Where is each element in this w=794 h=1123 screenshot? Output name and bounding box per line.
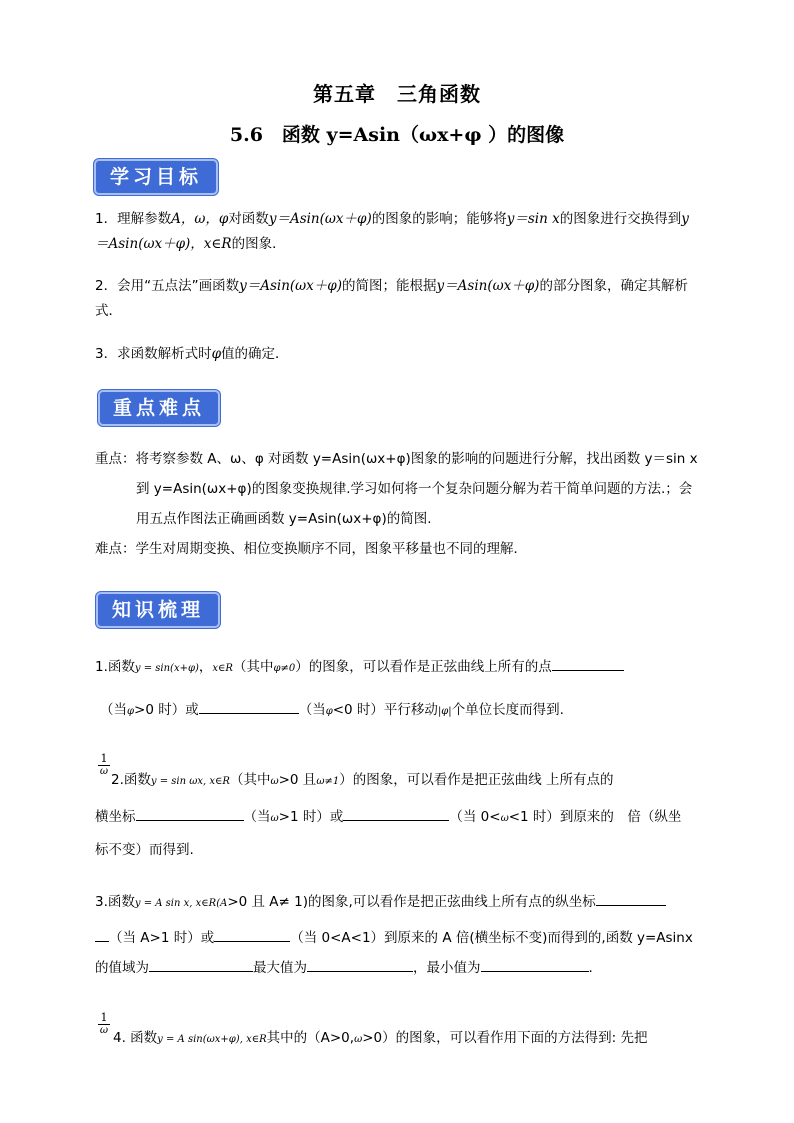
objective-1-text-b: 对函数 (228, 211, 269, 227)
k2-fraction (98, 752, 110, 777)
k2-line2-b: （当 (243, 809, 271, 825)
k3-text-b: >0 且 A≠ 1)的图象,可以看作是把正弦曲线上所有点的纵坐标 (227, 894, 596, 910)
k2-line2-a: 横坐标 (95, 809, 136, 825)
chapter-title: 第五章 三角函数 (313, 82, 481, 106)
objective-1-text-a: 1．理解参数 (95, 211, 172, 227)
objective-item-3 (95, 342, 707, 367)
objective-1-formula-2: y＝sin x (506, 211, 560, 227)
k1-line2-e: 个单位长度而得到. (451, 702, 564, 718)
knowledge-item-2 (111, 768, 707, 794)
k2-line2-c: >1 时）或 (278, 809, 344, 825)
k3-blank-2[interactable] (95, 927, 109, 942)
k1-formula: y = sin(x+φ) (134, 663, 199, 674)
k1-line2-b: >0 时）或 (134, 702, 199, 718)
k4-fraction (98, 1011, 110, 1036)
key-line-1-text: 将考察参数 A、ω、φ 对函数 y=Asin(ωx+φ)图象的影响的问题进行分解，找出函数 y＝sin x (135, 451, 698, 467)
k3-blank-1[interactable] (596, 891, 666, 906)
knowledge-item-1-line2 (100, 698, 712, 724)
k2-omega-2: ω (270, 813, 279, 824)
difficulty-line: 难点：学生对周期变换、相位变换顺序不同，图象平移量也不同的理解． (95, 541, 527, 557)
knowledge-item-2-line2 (95, 805, 707, 831)
k3-line2-b: （当 0<A<1）到原来的 A 倍(横坐标不变)而得到的,函数 y=Asinx (290, 930, 693, 946)
k2-formula: y = sin ωx, x∈R (150, 776, 230, 787)
k3-line3-b: 最大值为 (253, 960, 307, 976)
objective-3-text-a: 3．求函数解析式时 (95, 346, 212, 362)
k3-range-blank[interactable] (149, 957, 253, 972)
k1-blank-1[interactable] (552, 656, 624, 671)
key-label: 重点： (95, 451, 136, 467)
k1-phi-2: φ (325, 706, 333, 717)
k3-line3-d: . (588, 960, 593, 976)
key-points-block (95, 444, 707, 564)
knowledge-item-2-line3: 标不变）而得到. (95, 842, 194, 858)
k1-domain: x∈R (212, 663, 233, 674)
k3-max-blank[interactable] (307, 957, 413, 972)
k1-phi: φ (127, 706, 135, 717)
knowledge-item-4 (113, 1026, 707, 1052)
k3-blank-3[interactable] (214, 927, 290, 942)
k1-abs-phi: |φ| (437, 706, 452, 717)
objective-2-text-b: 的简图；能根据 (342, 278, 437, 294)
k2-text-d: ）的图象，可以看作是把正弦曲线 上所有点的 (339, 772, 614, 788)
k2-condition: ω≠1 (316, 776, 340, 787)
key-line-1 (95, 444, 707, 474)
knowledge-badge: 知识梳理 (96, 592, 220, 628)
k2-line2-d: （当 0< (449, 809, 501, 825)
k4-omega: ω (354, 1034, 363, 1045)
k4-text-c: >0）的图象，可以看作用下面的方法得到: 先把 (362, 1030, 648, 1046)
knowledge-item-1 (95, 655, 707, 681)
k3-min-blank[interactable] (481, 957, 589, 972)
objective-1-formula: y＝Asin(ωx＋φ) (268, 211, 372, 227)
k3-formula: y = A sin x, x∈R(A (134, 898, 228, 909)
objective-2-line2: 式． (95, 303, 122, 319)
k1-line2-c: （当 (298, 702, 326, 718)
k2-line2-e: <1 时）到原来的 倍（纵坐 (508, 809, 682, 825)
objective-2-formula: y＝Asin(ωx＋φ) (239, 278, 343, 294)
objective-item-2 (95, 274, 707, 324)
k1-text-c: （其中 (232, 659, 274, 675)
k2-text-c: >0 且 (278, 772, 317, 788)
key-points-badge: 重点难点 (98, 390, 220, 426)
objective-1-text-c: 的图象的影响；能够将 (371, 211, 507, 227)
objective-1-formula-3: y (681, 211, 689, 227)
objective-1-line2-end: 的图象． (231, 236, 286, 252)
k4-frac-num: 1 (98, 1011, 110, 1025)
knowledge-item-3-line3 (95, 956, 707, 981)
k2-omega: ω (270, 776, 279, 787)
section-title: 5.6 函数 y=Asin（ωx+φ ）的图像 (229, 124, 565, 146)
k1-text-a: 1.函数 (95, 659, 135, 675)
k3-line2-a: （当 A>1 时）或 (109, 930, 215, 946)
k3-line3-c: ，最小值为 (413, 960, 481, 976)
key-line-3: 用五点作图法正确画函数 y=Asin(ωx+φ)的简图. (136, 511, 432, 527)
k4-text-a: 4. 函数 (113, 1030, 158, 1046)
k2-blank-2[interactable] (343, 806, 449, 821)
key-line-2: 到 y=Asin(ωx+φ)的图象变换规律.学习如何将一个复杂问题分解为若干简单问题的方法.；会 (136, 481, 693, 497)
k1-condition: φ≠0 (273, 663, 296, 674)
k4-formula: y = A sin(ωx+φ), x∈R (157, 1034, 267, 1045)
objective-1-vars: A，ω，φ (171, 211, 229, 227)
k2-omega-3: ω (500, 813, 509, 824)
objective-2-formula-2: y＝Asin(ωx＋φ) (436, 278, 540, 294)
k2-blank-1[interactable] (136, 806, 244, 821)
objective-1-text-d: 的图象进行交换得到 (559, 211, 682, 227)
k3-text-a: 3.函数 (95, 894, 135, 910)
objective-3-var: φ (211, 346, 222, 362)
k1-text-b: ， (198, 659, 213, 675)
knowledge-item-3-line2 (95, 926, 707, 951)
objectives-badge: 学习目标 (94, 159, 218, 195)
k1-line2-d: <0 时）平行移动 (332, 702, 438, 718)
objective-2-text-c: 的部分图象，确定其解析 (539, 278, 688, 294)
k2-text-b: （其中 (229, 772, 271, 788)
objective-1-line2-formula: ＝Asin(ωx＋φ)，x∈R (95, 236, 232, 252)
knowledge-item-3 (95, 890, 707, 916)
k1-line2-a: （当 (100, 702, 127, 718)
k2-frac-num: 1 (98, 752, 110, 766)
objective-item-1 (95, 207, 707, 257)
k4-text-b: 其中的（A>0, (266, 1030, 355, 1046)
k2-frac-den: ω (99, 766, 109, 777)
k1-blank-2[interactable] (199, 699, 299, 714)
k3-line3-a: 的值域为 (95, 960, 149, 976)
objective-2-text-a: 2．会用“五点法”画函数 (95, 278, 240, 294)
objective-3-text-b: 值的确定． (221, 346, 289, 362)
k2-text-a: 2.函数 (111, 772, 151, 788)
k1-text-d: ）的图象，可以看作是正弦曲线上所有的点 (295, 659, 552, 675)
k4-frac-den: ω (99, 1025, 109, 1036)
